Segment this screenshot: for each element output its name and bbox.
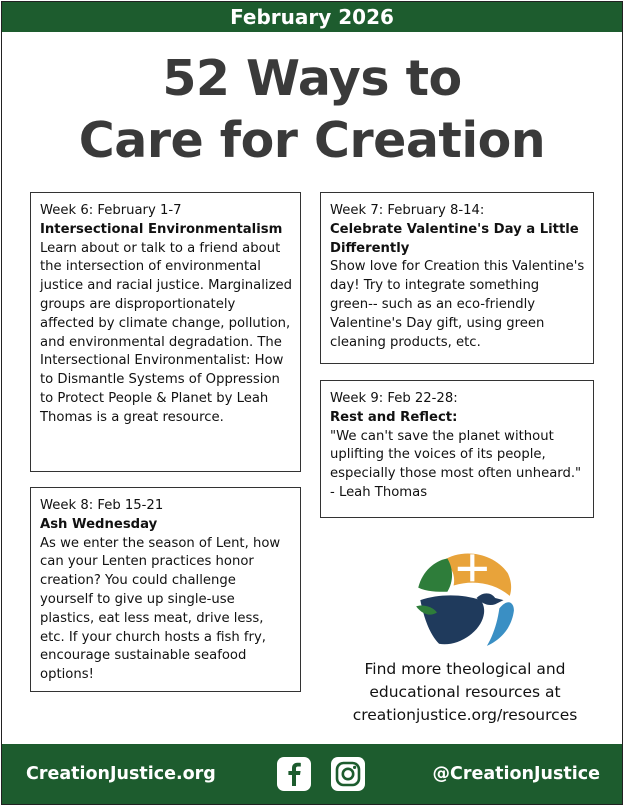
week-8-card — [30, 487, 301, 692]
month-banner — [2, 2, 622, 32]
instagram-icon[interactable] — [330, 756, 366, 792]
month-label: February 2026 — [230, 5, 394, 29]
title-line-2: Care for Creation — [78, 112, 546, 169]
resources-link[interactable]: creationjustice.org/resources — [352, 706, 578, 724]
week-7-body: Show love for Creation this Valentine's day! Try to integrate something green-- such as an eco-friendly Valentine's Day gift, using green cleaning products, etc. — [330, 259, 585, 350]
week-9-heading: Rest and Reflect: — [330, 409, 458, 425]
footer-site-link[interactable]: CreationJustice.org — [26, 764, 216, 784]
title-line-1: 52 Ways to — [162, 50, 462, 107]
resources-line-2: educational resources at — [369, 683, 561, 701]
week-6-card — [30, 192, 301, 472]
week-9-dates: Week 9: Feb 22-28: — [330, 391, 458, 406]
facebook-icon[interactable] — [276, 756, 312, 792]
week-8-body: As we enter the season of Lent, how can your Lenten practices honor creation? You could challenge yourself to give up single-use plastics, eat less meat, drive less, etc. If your church hosts a fish fry, encourage sustainable seafood options! — [40, 535, 281, 683]
footer-bar — [2, 744, 622, 804]
page-title — [0, 48, 624, 172]
week-9-body: "We can't save the planet without uplifting the voices of its people, especially those most often unheard." - Leah Thomas — [330, 428, 582, 500]
week-6-heading: Intersectional Environmentalism — [40, 221, 283, 237]
footer-social-handle[interactable]: @CreationJustice — [432, 764, 600, 784]
week-8-heading: Ash Wednesday — [40, 516, 158, 532]
resources-line-1: Find more theological and — [364, 660, 566, 678]
week-7-dates: Week 7: February 8-14: — [330, 203, 485, 218]
week-9-card — [320, 380, 594, 518]
week-6-body: Learn about or talk to a friend about the intersection of environmental justice and racial justice. Marginalized groups are disproportionately affected by climate change, pollution, and environmental degradation. The Intersectional Environmentalist: How to Dismantle Systems of Oppression to Protect People & Planet by Leah Thomas is a great resource. — [40, 240, 292, 425]
week-7-card — [320, 192, 594, 364]
week-6-dates: Week 6: February 1-7 — [40, 203, 182, 218]
week-8-dates: Week 8: Feb 15-21 — [40, 498, 164, 513]
week-7-heading: Celebrate Valentine's Day a Little Differently — [330, 221, 579, 256]
creation-justice-logo — [412, 546, 516, 650]
resources-note — [330, 658, 600, 727]
